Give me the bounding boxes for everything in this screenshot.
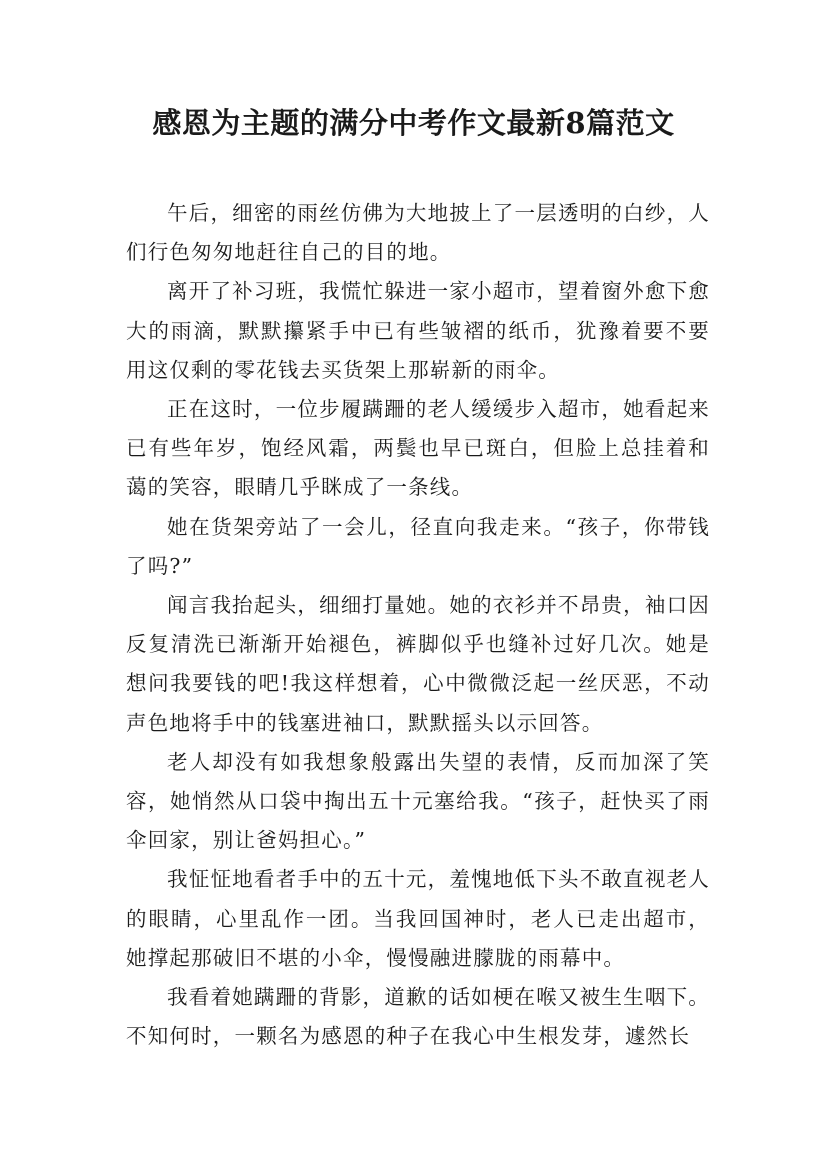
paragraph: 我怔怔地看者手中的五十元，羞愧地低下头不敢直视老人的眼睛，心里乱作一团。当我回国神时，老人已走出超市，她撑起那破旧不堪的小伞，慢慢融进朦胧的雨幕中。: [126, 867, 710, 970]
paragraph: 午后，细密的雨丝仿佛为大地披上了一层透明的白纱，人们行色匆匆地赶往自己的目的地。: [126, 201, 710, 265]
paragraph: 老人却没有如我想象般露出失望的表情，反而加深了笑容，她悄然从口袋中掏出五十元塞给我。“孩子，赶快买了雨伞回家，别让爸妈担心。”: [126, 749, 710, 853]
paragraph: 她在货架旁站了一会儿，径直向我走来。“孩子，你带钱了吗?”: [126, 514, 710, 578]
paragraph: 闻言我抬起头，细细打量她。她的衣衫并不昂贵，袖口因反复清洗已渐渐开始褪色，裤脚似乎也缝补过好几次。她是想问我要钱的吧!我这样想着，心中微微泛起一丝厌恶，不动声色地将手中的钱塞进袖口，默默摇头以示回答。: [126, 593, 710, 735]
paragraph: 离开了补习班，我慌忙躲进一家小超市，望着窗外愈下愈大的雨滴，默默攥紧手中已有些皱褶的纸币，犹豫着要不要用这仅剩的零花钱去买货架上那崭新的雨伞。: [126, 279, 710, 382]
paragraph: 正在这时，一位步履蹒跚的老人缓缓步入超市，她看起来已有些年岁，饱经风霜，两鬓也早已斑白，但脸上总挂着和蔼的笑容，眼睛几乎眯成了一条线。: [126, 397, 710, 500]
document-body: [126, 194, 710, 1056]
document-title: 感恩为主题的满分中考作文最新8篇范文: [152, 106, 675, 140]
paragraph: 我看着她蹒跚的背影，道歉的话如梗在喉又被生生咽下。不知何时，一颗名为感恩的种子在我心中生根发芽，遽然长: [126, 985, 710, 1049]
